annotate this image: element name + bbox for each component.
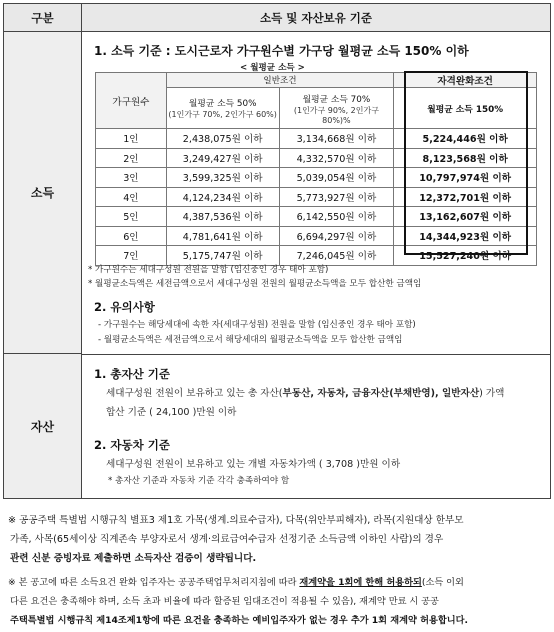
- total-asset-types: 부동산, 자동차, 금융자산(부채반영), 일반자산: [282, 388, 480, 399]
- row-divider: [82, 354, 550, 355]
- col50-header: [166, 88, 279, 129]
- income150-cell: 10,797,974원 이하: [394, 168, 537, 188]
- income-table: [95, 72, 537, 266]
- income-row: [96, 168, 537, 188]
- col70-header: [279, 88, 394, 129]
- car-line2: * 총자산 기준과 자동차 기준 각각 충족하여야 함: [108, 476, 290, 486]
- relaxed-header: 자격완화조건: [394, 73, 537, 88]
- total-asset-title: 1. 총자산 기준: [94, 367, 170, 381]
- income-title: 1. 소득 기준 : 도시근로자 가구원수별 가구당 월평균 소득 150% 이하: [94, 44, 469, 58]
- total-asset-line1: [106, 385, 504, 399]
- household-header: 가구원수: [96, 73, 167, 129]
- income50-cell: 3,599,325원 이하: [166, 168, 279, 188]
- note-renewal: [8, 573, 548, 630]
- col150-header: 월평균 소득 150%: [394, 88, 537, 129]
- income150-cell: 5,224,446원 이하: [394, 129, 537, 149]
- income-row: [96, 148, 537, 168]
- income70-cell: 6,694,297원 이하: [279, 226, 394, 246]
- row-label-asset: 자산: [4, 354, 82, 498]
- note1-line2: 가족, 사목(65세이상 직계존속 부양자로서 생계·의료급여수급자 선정기준 소득금액 이하인 사람)의 경우: [10, 534, 444, 545]
- note2-line1-c: (소득 이외: [421, 577, 464, 588]
- income70-cell: 7,246,045원 이하: [279, 246, 394, 266]
- income50-cell: 4,124,234원 이하: [166, 187, 279, 207]
- income-row: [96, 129, 537, 149]
- household-cell: 6인: [96, 226, 167, 246]
- note1-line3: 관련 신분 증빙자료 제출하면 소득자산 검증이 생략됩니다.: [10, 553, 257, 564]
- income-row: [96, 207, 537, 227]
- note2-line1: [8, 573, 548, 592]
- household-cell: 5인: [96, 207, 167, 227]
- note2-renewal-rule: 재계약을 1회에 한해 허용하되: [299, 577, 422, 588]
- income70-cell: 3,134,668원 이하: [279, 129, 394, 149]
- general-header: 일반조건: [166, 73, 394, 88]
- header-content: 소득 및 자산보유 기준: [82, 4, 550, 32]
- income150-cell: 13,162,607원 이하: [394, 207, 537, 227]
- col70-title: 월평균 소득 70%: [302, 94, 371, 105]
- income150-cell: 15,527,240원 이하: [394, 246, 537, 266]
- car-title: 2. 자동차 기준: [94, 438, 170, 452]
- income50-cell: 4,387,536원 이하: [166, 207, 279, 227]
- col70-sub: (1인가구 90%, 2인가구 80%)%: [293, 105, 379, 125]
- income150-cell: 14,344,923원 이하: [394, 226, 537, 246]
- income150-cell: 8,123,568원 이하: [394, 148, 537, 168]
- household-cell: 7인: [96, 246, 167, 266]
- note2-line1-a: ※ 본 공고에 따른 소득요건 완화 입주자는 공공주택업무처리지침에 따라: [8, 577, 300, 588]
- note-exemption: [8, 511, 548, 568]
- household-cell: 4인: [96, 187, 167, 207]
- table-caption: < 월평균 소득 >: [240, 63, 305, 73]
- criteria-table: [3, 3, 551, 499]
- col50-sub: (1인가구 70%, 2인가구 60%): [168, 110, 277, 119]
- col50-title: 월평균 소득 50%: [188, 99, 257, 109]
- total-asset-line2: 합산 기준 ( 24,100 )만원 이하: [106, 407, 237, 418]
- income50-cell: 4,781,641원 이하: [166, 226, 279, 246]
- header-category: 구분: [4, 4, 82, 32]
- income-row: [96, 226, 537, 246]
- household-cell: 1인: [96, 129, 167, 149]
- car-line1: 세대구성원 전원이 보유하고 있는 개별 자동차가액 ( 3,708 )만원 이하: [106, 459, 401, 470]
- income70-cell: 4,332,570원 이하: [279, 148, 394, 168]
- note2-line3: 주택특별법 시행규칙 제14조제1항에 따른 요건을 충족하는 예비입주자가 없는 경우 추가 1회 재계약 허용합니다.: [10, 615, 468, 626]
- income50-cell: 5,175,747원 이하: [166, 246, 279, 266]
- note2-line2: 다른 요건은 충족해야 하며, 소득 초과 비율에 따라 할증된 임대조건이 적용될 수 있음), 재계약 만료 시 공공: [10, 596, 439, 607]
- caution-title: 2. 유의사항: [94, 300, 155, 314]
- income50-cell: 3,249,427원 이하: [166, 148, 279, 168]
- footnote-household: * 가구원수는 세대구성원 전원을 말함 (임신중인 경우 태아 포함): [88, 265, 329, 275]
- footnote-income: * 월평균소득액은 세전금액으로서 세대구성원 전원의 월평균소득액을 모두 합산한 금액임: [88, 279, 422, 289]
- income-row: [96, 187, 537, 207]
- total-asset-line1-a: 세대구성원 전원이 보유하고 있는 총 자산(: [106, 388, 283, 399]
- household-cell: 2인: [96, 148, 167, 168]
- note1-line1: ※ 공공주택 특별법 시행규칙 별표3 제1호 가목(생계.의료수급자), 다목(위안부피해자), 라목(지원대상 한부모: [8, 515, 464, 526]
- income70-cell: 6,142,550원 이하: [279, 207, 394, 227]
- household-cell: 3인: [96, 168, 167, 188]
- row-label-income: 소득: [4, 32, 82, 354]
- income70-cell: 5,039,054원 이하: [279, 168, 394, 188]
- total-asset-line1-c: ) 가액: [479, 388, 505, 399]
- income70-cell: 5,773,927원 이하: [279, 187, 394, 207]
- income50-cell: 2,438,075원 이하: [166, 129, 279, 149]
- caution-income: - 월평균소득액은 세전금액으로서 해당세대의 월평균소득액을 모두 합산한 금액임: [98, 335, 403, 345]
- income150-cell: 12,372,701원 이하: [394, 187, 537, 207]
- caution-household: - 가구원수는 해당세대에 속한 자(세대구성원) 전원을 말함 (임신중인 경우 태아 포함): [98, 320, 416, 330]
